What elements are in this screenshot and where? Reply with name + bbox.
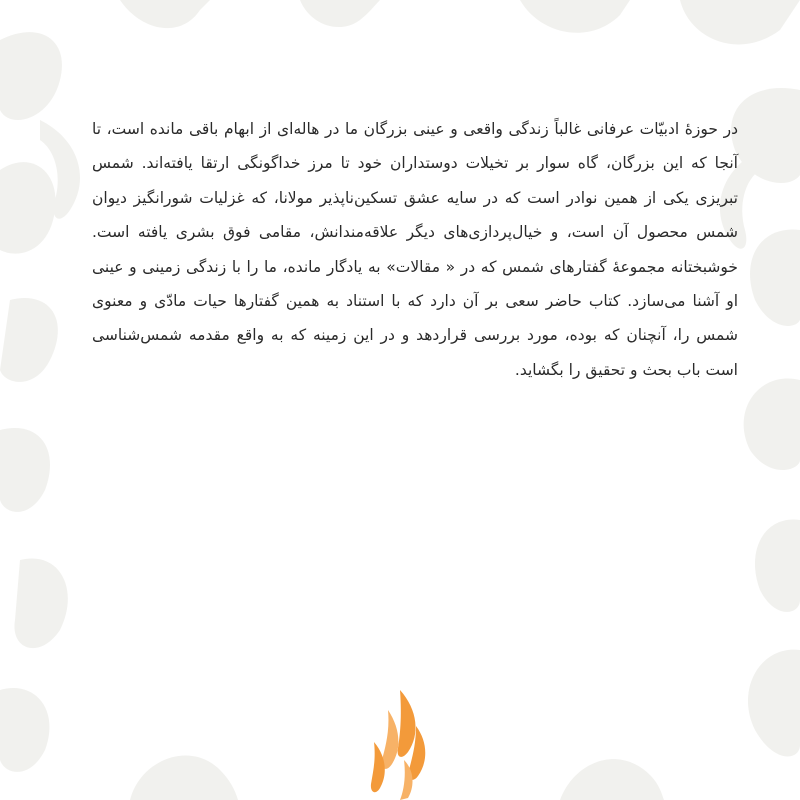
flame-logo-icon	[360, 690, 440, 800]
description-text-block	[92, 112, 738, 387]
description-paragraph: در حوزهٔ ادبیّات عرفانی غالباً زندگی واقعی و عینی بزرگان ما در هاله‌ای از ابهام باقی مانده است، تا آنجا که این بزرگان، گاه سوار بر تخیلات دوستداران خود تا مرز خداگونگی ارتقا یافته‌اند. شمس تبریزی یکی از همین نوادر است که در سایه عشق تسکین‌ناپذیر مولانا، که غزلیات شورانگیز دیوان شمس محصول آن است، و خیال‌پردازی‌های دیگر علاقه‌مندانش، مقامی فوق بشری یافته است. خوشبختانه مجموعهٔ گفتارهای شمس که در « مقالات» به یادگار مانده، ما را با زندگی زمینی و عینی او آشنا می‌سازد. کتاب حاضر سعی بر آن دارد که با استناد به همین گفتارها حیات مادّی و معنوی شمس را، آنچنان که بوده، مورد بررسی قراردهد و در این زمینه که به واقع مقدمه شمس‌شناسی است باب بحث و تحقیق را بگشاید.	[92, 120, 738, 379]
